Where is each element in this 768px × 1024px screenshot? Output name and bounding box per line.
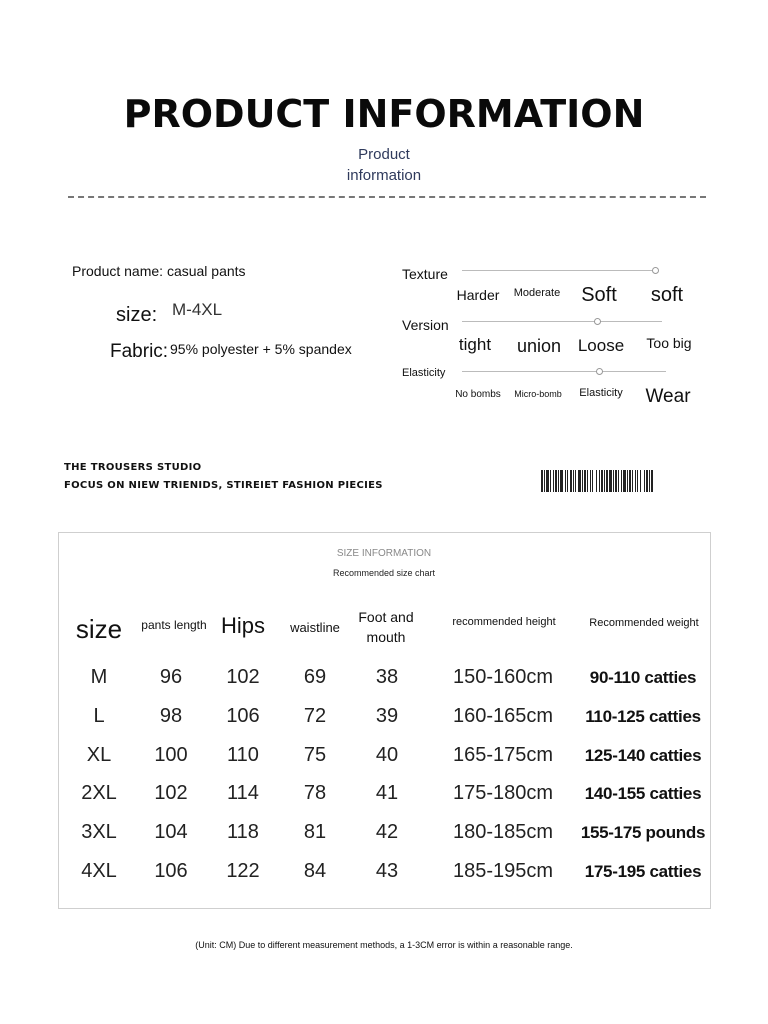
elasticity-option-3: Elasticity — [579, 387, 623, 399]
table-cell: 102 — [154, 782, 188, 805]
table-cell: 185-195cm — [452, 860, 554, 882]
size-label: size: — [116, 304, 158, 326]
col-header-recommended-height: recommended height — [452, 616, 556, 628]
col-header-recommended-weight: Recommended weight — [589, 617, 699, 629]
table-cell: 110 — [227, 743, 259, 766]
table-cell: 96 — [159, 666, 183, 688]
table-cell: 155-175 pounds — [580, 823, 706, 843]
fabric-value: 95% polyester + 5% spandex — [170, 341, 352, 357]
elasticity-label: Elasticity — [402, 367, 446, 379]
table-cell: 39 — [375, 704, 399, 727]
table-cell: 72 — [303, 704, 327, 727]
texture-scale-line — [462, 270, 652, 271]
table-cell: 42 — [375, 821, 399, 844]
table-cell: 165-175cm — [452, 743, 554, 766]
elasticity-option-4: Wear — [645, 386, 691, 407]
table-cell: 78 — [303, 782, 327, 805]
table-cell: 180-185cm — [452, 821, 554, 844]
table-cell: M — [90, 666, 108, 688]
size-chart-subheading: Recommended size chart — [332, 568, 436, 578]
table-cell: 43 — [375, 860, 399, 882]
version-option-3: Loose — [577, 336, 625, 355]
table-cell: 150-160cm — [452, 666, 554, 688]
fabric-label: Fabric: — [110, 341, 169, 362]
col-header-size: size — [75, 614, 123, 644]
elasticity-scale-line — [462, 371, 666, 372]
size-chart-heading: SIZE INFORMATION — [336, 548, 432, 559]
table-cell: 114 — [227, 782, 259, 805]
col-header-hips: Hips — [220, 613, 265, 638]
studio-tagline: FOCUS ON NIEW TRIENIDS, STIREIET FASHION PIECIES — [64, 480, 383, 491]
elasticity-option-2: Micro-bomb — [514, 389, 562, 399]
texture-indicator-icon — [652, 267, 659, 274]
table-cell: 110-125 catties — [585, 706, 701, 726]
version-option-4: Too big — [646, 335, 692, 351]
table-cell: 2XL — [81, 782, 117, 805]
table-cell: 140-155 catties — [584, 784, 702, 804]
col-header-waistline: waistline — [290, 620, 340, 635]
version-scale-line — [462, 321, 662, 322]
table-cell: 90-110 catties — [589, 668, 697, 687]
table-cell: 98 — [159, 704, 183, 727]
size-value: M-4XL — [172, 300, 223, 319]
table-cell: 175-195 catties — [584, 862, 702, 881]
table-cell: 100 — [154, 743, 188, 766]
texture-option-3: Soft — [581, 284, 617, 306]
texture-label: Texture — [402, 266, 448, 282]
table-cell: L — [93, 704, 105, 727]
table-cell: 160-165cm — [452, 704, 554, 727]
table-cell: XL — [86, 743, 112, 766]
texture-option-4: soft — [650, 284, 684, 306]
table-cell: 122 — [226, 860, 260, 882]
page-subtitle-line1: Product — [358, 146, 410, 163]
table-cell: 175-180cm — [452, 782, 554, 805]
studio-name: THE TROUSERS STUDIO — [64, 462, 202, 473]
texture-option-2: Moderate — [513, 287, 561, 299]
table-cell: 75 — [303, 743, 327, 766]
table-cell: 118 — [227, 821, 259, 844]
version-indicator-icon — [594, 318, 601, 325]
table-cell: 38 — [375, 666, 399, 688]
elasticity-option-1: No bombs — [455, 389, 501, 400]
table-cell: 84 — [303, 860, 327, 882]
header-divider — [68, 196, 706, 202]
page-subtitle-line2: information — [346, 167, 422, 184]
table-cell: 125-140 catties — [584, 745, 702, 765]
table-cell: 3XL — [81, 821, 117, 844]
elasticity-indicator-icon — [596, 368, 603, 375]
product-name: Product name: casual pants — [72, 263, 246, 279]
col-header-pants-length: pants length — [141, 618, 207, 632]
page-title: PRODUCT INFORMATION — [123, 92, 645, 136]
version-option-2: union — [516, 336, 562, 356]
table-cell: 81 — [303, 821, 327, 844]
table-cell: 40 — [375, 743, 399, 766]
table-cell: 4XL — [81, 860, 117, 882]
col-header-foot-mouth-line2: mouth — [366, 629, 406, 645]
col-header-foot-mouth-line1: Foot and — [358, 609, 414, 625]
table-cell: 106 — [154, 860, 188, 882]
table-cell: 69 — [303, 666, 327, 688]
table-cell: 104 — [154, 821, 188, 844]
table-cell: 102 — [226, 666, 260, 688]
table-cell: 41 — [375, 782, 399, 805]
texture-option-1: Harder — [456, 287, 500, 303]
footnote: (Unit: CM) Due to different measurement methods, a 1-3CM error is within a reasonable range. — [195, 940, 573, 950]
version-option-1: tight — [458, 335, 492, 354]
version-label: Version — [402, 317, 449, 333]
table-cell: 106 — [226, 704, 260, 727]
barcode-icon — [541, 470, 704, 492]
